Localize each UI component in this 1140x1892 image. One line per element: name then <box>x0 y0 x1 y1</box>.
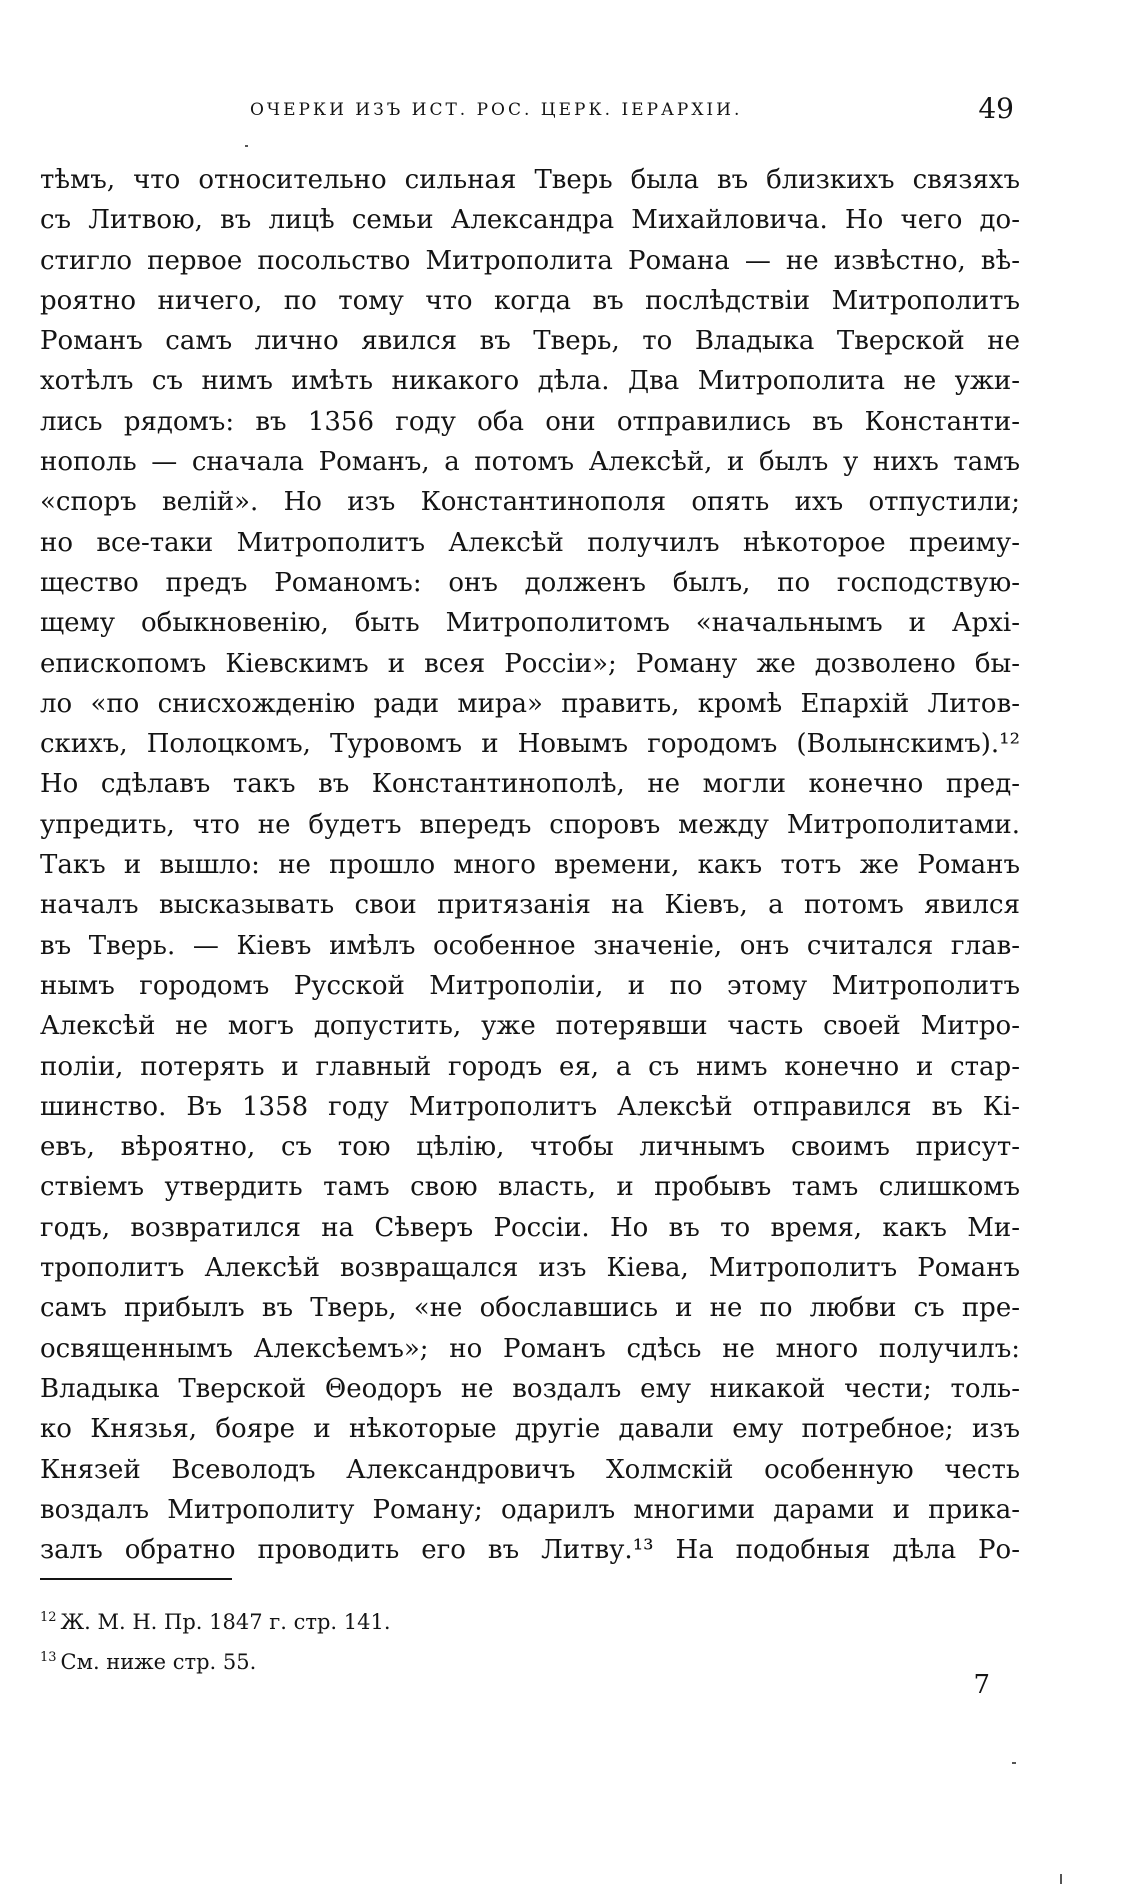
text-line: съ Литвою, въ лицѣ семьи Александра Михайловича. Но чего до- <box>40 205 1020 236</box>
text-line: хотѣлъ съ нимъ имѣть никакого дѣла. Два Митрополита не ужи- <box>40 366 1020 397</box>
text-line: евъ, вѣроятно, съ тою цѣлiю, чтобы личнымъ своимъ присут- <box>40 1132 1020 1163</box>
print-speck <box>1060 1874 1062 1884</box>
text-line: Такъ и вышло: не прошло много времени, какъ тотъ же Романъ <box>40 850 1020 881</box>
footnote-mark: 12 <box>40 1610 57 1625</box>
text-line: роятно ничего, по тому что когда въ послѣдствiи Митрополитъ <box>40 285 1020 316</box>
text-line: Романъ самъ лично явился въ Тверь, то Владыка Тверской не <box>40 326 1020 357</box>
footnote <box>40 1598 940 1638</box>
text-line: тѣмъ, что относительно сильная Тверь была въ близкихъ связяхъ <box>40 165 1020 195</box>
footnote-divider <box>40 1578 232 1580</box>
text-line: трополитъ Алексѣй возвращался изъ Кiева, Митрополитъ Романъ <box>40 1253 1020 1284</box>
text-line: но все-таки Митрополитъ Алексѣй получилъ нѣкоторое преиму- <box>40 527 1020 558</box>
footnote-text: Ж. М. Н. Пр. 1847 г. стр. 141. <box>60 1610 391 1634</box>
footnote-mark: 13 <box>40 1650 57 1665</box>
text-line: ствiемъ утвердить тамъ свою власть, и пробывъ тамъ слишкомъ <box>40 1172 1020 1203</box>
print-speck <box>1012 1762 1016 1764</box>
text-line: Но сдѣлавъ такъ въ Константинополѣ, не могли конечно пред- <box>40 769 1020 800</box>
text-line: стигло первое посольство Митрополита Романа — не извѣстно, вѣ- <box>40 245 1020 276</box>
text-line: ко Князья, бояре и нѣкоторые другiе давали ему потребное; изъ <box>40 1414 1020 1445</box>
running-head <box>40 92 1040 132</box>
text-line: Князей Всеволодъ Александровичъ Холмскiй особенную честь <box>40 1454 1020 1485</box>
text-line: нымъ городомъ Русской Митрополiи, и по этому Митрополитъ <box>40 970 1020 1001</box>
text-line: лись рядомъ: въ 1356 году оба они отправились въ Константи- <box>40 406 1020 437</box>
text-line: шинство. Въ 1358 году Митрополитъ Алексѣй отправился въ Кi- <box>40 1091 1020 1122</box>
text-line: епископомъ Кiевскимъ и всея Россiи»; Роману же дозволено бы- <box>40 648 1020 679</box>
text-line: скихъ, Полоцкомъ, Туровомъ и Новымъ городомъ (Волынскимъ).¹² <box>40 729 1020 760</box>
text-line: упредить, что не будетъ впередъ споровъ между Митрополитами. <box>40 809 1020 840</box>
signature-mark: 7 <box>973 1670 990 1700</box>
text-line: щество предъ Романомъ: онъ долженъ былъ, по господствую- <box>40 567 1020 598</box>
footnotes <box>40 1598 940 1678</box>
text-line: воздалъ Митрополиту Роману; одарилъ многими дарами и прика- <box>40 1494 1020 1525</box>
text-line: нополь — сначала Романъ, а потомъ Алексѣй, и былъ у нихъ тамъ <box>40 447 1020 478</box>
text-line: полiи, потерять и главный городъ ея, а съ нимъ конечно и стар- <box>40 1051 1020 1082</box>
page-number: 49 <box>978 92 1014 125</box>
text-line: годъ, возвратился на Сѣверъ Россiи. Но въ то время, какъ Ми- <box>40 1212 1020 1243</box>
text-line: началъ высказывать свои притязанiя на Кiевъ, а потомъ явился <box>40 890 1020 921</box>
footnote-text: См. ниже стр. 55. <box>60 1650 257 1674</box>
text-line: «споръ велiй». Но изъ Константинополя опять ихъ отпустили; <box>40 487 1020 518</box>
text-line: освященнымъ Алексѣемъ»; но Романъ сдѣсь не много получилъ: <box>40 1333 1020 1364</box>
text-line: залъ обратно проводить его въ Литву.¹³ На подобныя дѣла Ро- <box>40 1535 1020 1566</box>
text-line: самъ прибылъ въ Тверь, «не обославшись и не по любви съ пре- <box>40 1293 1020 1324</box>
running-title: ОЧЕРКИ ИЗЪ ИСТ. РОС. ЦЕРК. IЕРАРХIИ. <box>250 100 743 120</box>
text-line: Владыка Тверской Θеодоръ не воздалъ ему никакой чести; толь- <box>40 1373 1020 1404</box>
text-line: Алексѣй не могъ допустить, уже потерявши часть своей Митро- <box>40 1011 1020 1042</box>
print-speck <box>245 145 248 147</box>
text-line: щему обыкновенiю, быть Митрополитомъ «начальнымъ и Архi- <box>40 608 1020 639</box>
footnote <box>40 1638 940 1678</box>
text-line: въ Тверь. — Кiевъ имѣлъ особенное значенiе, онъ считался глав- <box>40 930 1020 961</box>
body-text <box>40 160 1020 1570</box>
text-line: ло «по снисхожденiю ради мира» править, кромѣ Епархiй Литов- <box>40 688 1020 719</box>
